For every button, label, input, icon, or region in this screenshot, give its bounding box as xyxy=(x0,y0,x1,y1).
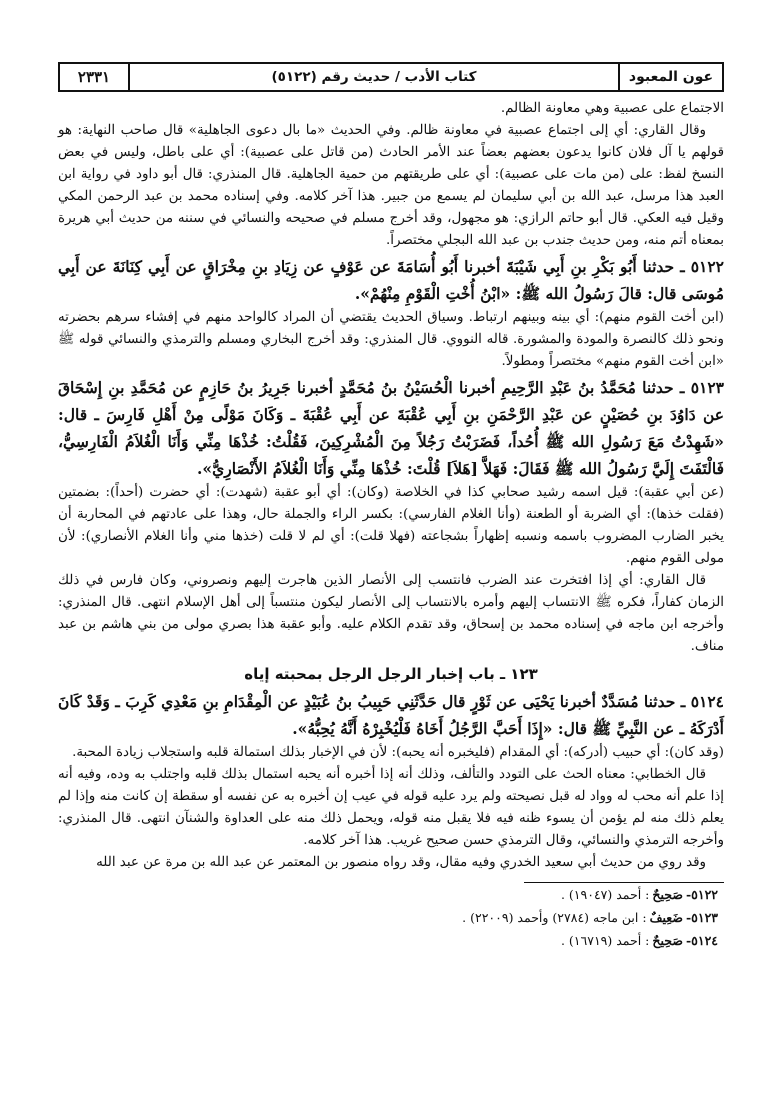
footnote-number: ٥١٢٤- xyxy=(685,933,718,948)
chapter-reference: كتاب الأدب / حديث رقم (٥١٢٢) xyxy=(271,69,477,85)
book-title: عون المعبود xyxy=(618,64,722,90)
footnote xyxy=(58,929,724,952)
commentary-paragraph: وقال القاري: أي إلى اجتماع عصبية في معاونة ظالم. وفي الحديث «ما بال دعوى الجاهلية» قال صاحب النهاية: هو قولهم يا آل فلان كانوا يدعون بعضهم بعضاً عند الأمر الحادث (من قاتل على عصبية): أي على باطل، وليس في بعض النسخ لفظ: على (من مات على عصبية): أي على طريقتهم من حمية الجاهلية. قال المنذري: قال أبو داود في رواية ابن العبد هذا مرسل، عبد الله بن أبي سليمان لم يسمع من جبير. هذا آخر كلامه. وفي إسناده محمد بن عبد الرحمن المكي وقيل فيه العكي. قال أبو حاتم الرازي: هو مجهول، وقد أخرج مسلم في صحيحه والنسائي في سننه من حديث أبي هريرة بمعناه أتم منه، ومن حديث جندب بن عبد الله البجلي مختصراً. xyxy=(58,123,724,248)
footnote-reference: : أحمد (١٩٠٤٧) . xyxy=(560,887,650,902)
commentary-paragraph: وقد روي من حديث أبي سعيد الخدري وفيه مقال، وقد رواه منصور بن المعتمر عن عبد الله بن مرة عن عبد الله xyxy=(96,855,706,870)
footnote-reference: : أحمد (١٦٧١٩) . xyxy=(560,933,650,948)
footnote xyxy=(58,883,724,906)
page-number: ٢٣٣١ xyxy=(60,64,130,90)
footnote-number: ٥١٢٢- xyxy=(685,887,718,902)
hadith-5123: ٥١٢٣ ـ حدثنا مُحَمَّدُ بنُ عَبْدِ الرَّحِيمِ أخبرنا الْحُسَيْنُ بنُ مُحَمَّدٍ أخبرنا جَرِيرُ بنُ حَازِمٍ عن مُحَمَّدِ بنِ إِسْحَاقَ عن دَاوُدَ بنِ حُصَيْنٍ عن عَبْدِ الرَّحْمَنِ بنِ أَبِي عُقْبَةَ عن أَبِي عُقْبَةَ ـ وَكَانَ مَوْلًى مِنْ أَهْلِ فَارِسَ ـ قال: «شَهِدْتُ مَعَ رَسُولِ الله ﷺ أُحُداً، فَضَرَبْتُ رَجُلاً مِنَ الْمُشْرِكِينَ، فَقُلْتُ: خُذْهَا مِنِّي وَأَنَا الْغُلاَمُ الْفَارِسِيُّ، فَالْتَفَتَ إِلَيَّ رَسُولُ الله ﷺ فَقَالَ: فَهَلاَّ [هَلاَ] قُلْتَ: خُذْهَا مِنِّي وَأَنَا الْغُلاَمُ الأَنْصَارِيُّ». xyxy=(58,378,724,478)
commentary-paragraph: (ابن أخت القوم منهم): أي بينه وبينهم ارتباط. وسياق الحديث يقتضي أن المراد كالواحد منهم في إفشاء سرهم بحضرته ونحو ذلك كالنصرة والمودة والمشورة. قاله النووي. قال المنذري: وقد أخرج البخاري ومسلم والترمذي والنسائي قوله ﷺ «ابن أخت القوم منهم» مختصراً ومطولاً. xyxy=(58,310,724,369)
commentary-paragraph: الاجتماع على عصبية وهي معاونة الظالم. xyxy=(500,101,724,116)
footnote xyxy=(58,906,724,929)
hadith-5124: ٥١٢٤ ـ حدثنا مُسَدَّدٌ أخبرنا يَحْيَى عن ثَوْرٍ قال حَدَّثَنِي حَبِيبُ بنُ عُبَيْدٍ عن الْمِقْدَامِ بنِ مَعْدِي كَرِبَ ـ وَقَدْ كَانَ أَدْرَكَهُ ـ عن النَّبِيِّ ﷺ قال: «إِذَا أَحَبَّ الرَّجُلُ أَخَاهُ فَلْيُخْبِرْهُ أَنَّهُ يُحِبُّهُ». xyxy=(58,692,724,738)
running-header xyxy=(58,62,724,92)
commentary-paragraph: (عن أبي عقبة): قيل اسمه رشيد صحابي كذا في الخلاصة (وكان): أي أبو عقبة (شهدت): أي حضرت (أحداً): بضمتين (فقلت خذها): أي الضربة أو الطعنة (وأنا الغلام الفارسي): بكسر الراء والجملة حال، وهذا على عادتهم في المحاربة أن يخبر الضارب المضروب باسمه ونسبه إظهاراً بشجاعته (فهلا قلت): أي لم لا قلت (خذها مني وأنا الغلام الأنصاري): لأن مولى القوم منهم. xyxy=(58,485,724,566)
footnote-number: ٥١٢٣- xyxy=(685,910,718,925)
commentary-paragraph: قال القاري: أي إذا افتخرت عند الضرب فانتسب إلى الأنصار الذين هاجرت إليهم ونصروني، وكان فارس في ذلك الزمان كفاراً، فكره ﷺ الانتساب إليهم وأمره بالانتساب إلى الأنصار ليكون منتسباً إلى أهل الإسلام انتهى. قال المنذري: وأخرجه ابن ماجه في إسناده محمد بن إسحاق، وقد تقدم الكلام عليه. وأبو عقبة هذا بصري مولى من بني هاشم بن عبد مناف. xyxy=(58,573,724,654)
commentary-paragraph: قال الخطابي: معناه الحث على التودد والتألف، وذلك أنه إذا أخبره أنه يحبه استمال بذلك قلبه واجتلب به وده، وفيه أنه إذا علم أنه محب له وواد له قبل نصيحته ولم يرد عليه قوله في عيب إن أخبره به عن نفسه أو سقطة إن كانت منه وإذا لم يعلم ذلك منه لم يؤمن أن يسوء ظنه فيه فلا يقبل منه قوله، ويحمل ذلك منه على العداوة والشنآن انتهى. قال المنذري: وأخرجه الترمذي والنسائي، وقال الترمذي حسن صحيح غريب. هذا آخر كلامه. xyxy=(58,767,724,848)
commentary-paragraph: (وقد كان): أي حبيب (أدركه): أي المقدام (فليخبره أنه يحبه): لأن في الإخبار بذلك استمالة قلبه واستجلاب زيادة المحبة. xyxy=(72,745,724,760)
hadith-5122: ٥١٢٢ ـ حدثنا أَبُو بَكْرِ بنِ أَبِي شَيْبَةَ أخبرنا أَبُو أُسَامَةَ عن عَوْفٍ عن زِيَادِ بنِ مِخْرَاقٍ عن أَبِي كِنَانَةَ عن أَبِي مُوسَى قال: قالَ رَسُولُ الله ﷺ: «ابْنُ أُخْتِ الْقَوْمِ مِنْهُمْ». xyxy=(58,257,724,303)
footnote-grade: صَحِيحٌ xyxy=(652,933,683,948)
footnote-grade: ضَعِيفٌ xyxy=(649,910,683,925)
page-body xyxy=(58,98,724,952)
footnote-reference: : ابن ماجه (٢٧٨٤) وأحمد (٢٢٠٠٩) . xyxy=(462,910,647,925)
document-page xyxy=(58,62,724,952)
chapter-heading: ١٢٣ ـ باب إخبار الرجل الرجل بمحبته إياه xyxy=(244,665,538,683)
footnote-grade: صَحِيحٌ xyxy=(652,887,683,902)
